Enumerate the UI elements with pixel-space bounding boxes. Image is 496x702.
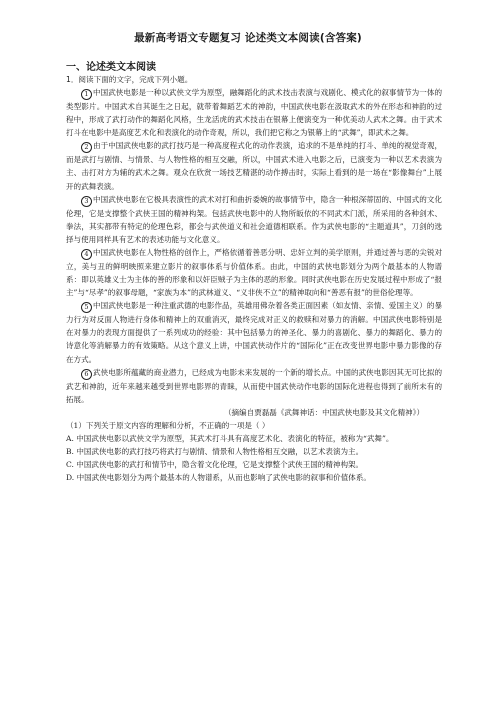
option-d: D. 中国武侠电影划分为两个最基本的人物谱系，从而也影响了武侠电影的叙事和价值体系。 bbox=[66, 473, 371, 483]
paragraph-3 bbox=[66, 193, 442, 246]
question-intro: 1．阅读下面的文字，完成下列小题。 bbox=[66, 75, 193, 84]
option-b: B. 中国武侠电影的武打技巧将武打与剧情、情景和人物性格相互交融，以艺术表演为主。 bbox=[66, 447, 364, 457]
paragraph-number: 5 bbox=[81, 302, 92, 313]
paragraph-text: 中国武侠电影是一种注重武德的电影作品，英雄用佛杂着各类正面因素（如友情、亲情、爱国主义）的暴力行为对反面人物进行身体和精神上的双重消灭，最终完成对正义的救赎和对暴力的消解。中国武侠电影特别是在对暴力的表现方面提供了一系列成功的经验：其中包括暴力的神圣化、暴力的喜剧化、暴力的舞蹈化、暴力的诗意化等消解暴力的有效策略。从这个意义上讲，中国武侠动作片的“国际化”正在改变世界电影中暴力影像的存在方式。 bbox=[66, 301, 442, 364]
paragraph-number: 6 bbox=[81, 369, 92, 380]
paragraph-number: 1 bbox=[81, 89, 92, 100]
paragraph-text: 由于中国武侠电影的武打技巧是一种高度程式化的动作表演，追求的不是单纯的打斗、单纯的视觉奇观，而是武打与剧情、与情景、与人物性格的相互交融，所以，中国武术进入电影之后，已演变为一种以艺术表演为主、击打对方为辅的武术之舞。观众在欣赏一场技艺精湛的动作搏击时，实际上看到的是一场在“影像舞台”上展开的武舞表演。 bbox=[66, 141, 442, 191]
paragraph-4 bbox=[66, 246, 442, 299]
option-a: A. 中国武侠电影以武侠文学为原型，其武术打斗具有高度艺术化、表演化的特征，被称为“武舞”。 bbox=[66, 433, 394, 443]
paragraph-text: 中国武侠电影在它极具表演性的武术对打和曲折委婉的故事情节中，隐含一种根深蒂固的、中国式的文化伦理，它是支撑整个武侠王国的精神构架。包括武侠电影中的人物所皈依的不同武术门派，所采用的各种剑术、拳法，其实都带有特定的伦理色彩，都会与武侠道义和社会道德相联系。作为武侠电影的“主题道具”，刀剑的选择与使用同样具有艺术的表述功能与文化意义。 bbox=[66, 194, 442, 244]
section-heading: 一、论述类文本阅读 bbox=[66, 62, 156, 73]
paragraph-2 bbox=[66, 139, 442, 192]
paragraph-6 bbox=[66, 366, 442, 406]
paragraph-5 bbox=[66, 299, 442, 365]
article-body bbox=[66, 73, 442, 484]
option-c: C. 中国武侠电影的武打和情节中，隐含着文化伦理，它是支撑整个武侠王国的精神构架。 bbox=[66, 460, 364, 470]
paragraph-text: 中国武侠电影在人物性格的创作上，严格依循着善恶分明、忠奸立判的美学原则，并通过善与恶的尖锐对立，美与丑的鲜明映照来建立影片的叙事体系与价值体系。由此，中国的武侠电影划分为两个最基本的人物谱系：即以英雄义士为主体的善的形象和以奸臣贼子为主体的恶的形象。同时武侠电影在历史发展过程中形成了“报主”与“尽孝”的叙事母题，“家族为本”的武林道义、“义非侠不立”的精神取向和“善恶有报”的世俗伦理等。 bbox=[66, 247, 442, 298]
paragraph-1 bbox=[66, 86, 442, 139]
sub-question: （1）下列关于原文内容的理解和分析，不正确的一项是（ ） bbox=[66, 420, 270, 430]
paragraph-number: 2 bbox=[81, 142, 92, 153]
paragraph-text: 武侠电影所蕴藏的商业潜力，已经成为电影未来发展的一个新的增长点。中国的武侠电影因其无可比拟的武艺和神韵，近年来越来越受到世界电影界的青睐，从而使中国武侠动作电影的国际化进程也得到了前所未有的拓展。 bbox=[66, 367, 442, 404]
document-title: 最新高考语文专题复习 论述类文本阅读(含答案) bbox=[134, 32, 362, 44]
paragraph-text: 中国武侠电影是一种以武侠文学为原型，融舞蹈化的武术技击表演与戏剧化、模式化的叙事情节为一体的类型影片。中国武术自其诞生之日起，就带着舞蹈艺术的神韵，中国武侠电影在汲取武术的外在形态和神韵的过程中，形成了武打动作的舞蹈化风格，生龙活虎的武术技击在银幕上便演变为一种优美动人武术之舞。由于武术打斗在电影中是高度艺术化和表演化的动作奇观，所以，我们把它称之为银幕上的“武舞”，即武术之舞。 bbox=[66, 88, 442, 138]
paragraph-number: 3 bbox=[81, 196, 92, 207]
paragraph-number: 4 bbox=[81, 249, 92, 260]
source-citation: （摘编自贾磊磊《武舞神话：中国武侠电影及其文化精神》） bbox=[224, 407, 424, 417]
